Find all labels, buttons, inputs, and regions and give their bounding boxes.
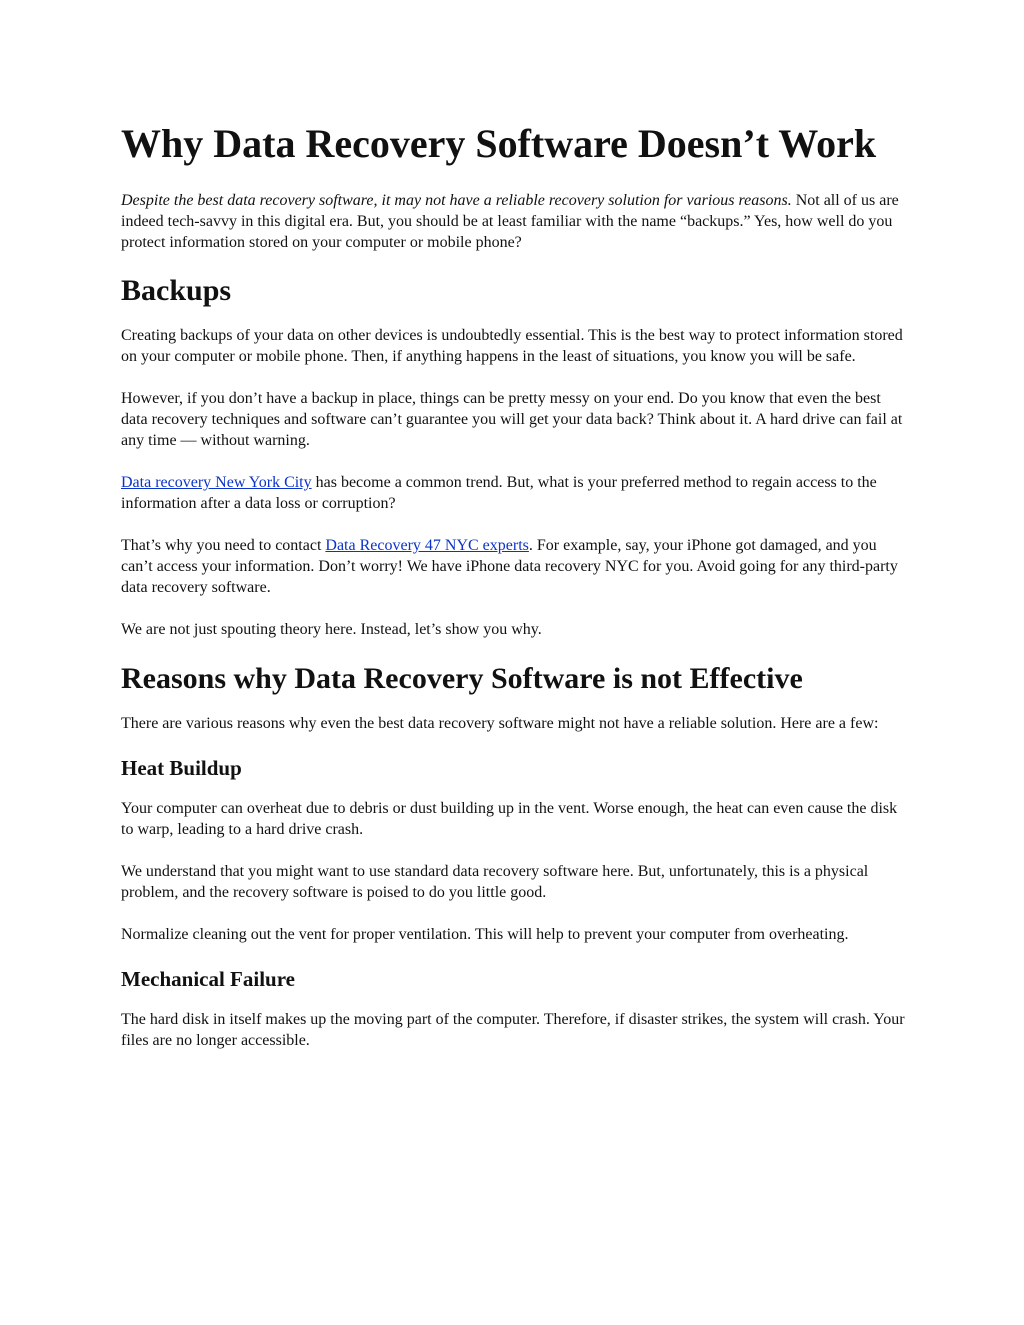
heat-paragraph-3: Normalize cleaning out the vent for proper ventilation. This will help to prevent your computer from overheating. bbox=[121, 926, 849, 943]
document-page bbox=[121, 120, 911, 1072]
backups-paragraph-3-text: has become a common trend. But, what is your preferred method to regain access to the information after a data loss or corruption? bbox=[121, 474, 877, 512]
heat-paragraph-1: Your computer can overheat due to debris or dust building up in the vent. Worse enough, the heat can even cause the disk to warp, leading to a hard drive crash. bbox=[121, 800, 898, 838]
intro-paragraph bbox=[121, 190, 911, 253]
intro-italic-lead: Despite the best data recovery software, it may not have a reliable recovery solution for various reasons. bbox=[121, 192, 792, 209]
intro-text: Not all of us are indeed tech-savvy in this digital era. But, you should be at least familiar with the name “backups.” Yes, how well do you protect information stored on your computer or mobile phone? bbox=[121, 192, 899, 251]
backups-paragraph-5: We are not just spouting theory here. Instead, let’s show you why. bbox=[121, 621, 542, 638]
data-recovery-47-nyc-experts-link[interactable]: Data Recovery 47 NYC experts bbox=[325, 537, 529, 554]
subheading-heat-buildup: Heat Buildup bbox=[121, 756, 242, 780]
subheading-mechanical-failure: Mechanical Failure bbox=[121, 967, 295, 991]
section-heading-reasons: Reasons why Data Recovery Software is not Effective bbox=[121, 662, 803, 695]
backups-paragraph-4 bbox=[121, 535, 911, 598]
backups-paragraph-2: However, if you don’t have a backup in place, things can be pretty messy on your end. Do you know that even the best data recovery techniques and software can’t guarantee you will get your data back? Think about it. A hard drive can fail at any time — without warning. bbox=[121, 390, 903, 449]
page-title: Why Data Recovery Software Doesn’t Work bbox=[121, 121, 877, 166]
data-recovery-nyc-link[interactable]: Data recovery New York City bbox=[121, 474, 312, 491]
section-heading-backups: Backups bbox=[121, 274, 232, 307]
backups-paragraph-4-text: . For example, say, your iPhone got damaged, and you can’t access your information. Don’t worry! We have iPhone data recovery NYC for you. Avoid going for any third-party data recovery software. bbox=[121, 537, 898, 596]
backups-paragraph-3 bbox=[121, 472, 911, 514]
backups-paragraph-1: Creating backups of your data on other devices is undoubtedly essential. This is the best way to protect information stored on your computer or mobile phone. Then, if anything happens in the least of situations, you know you will be safe. bbox=[121, 327, 903, 365]
reasons-paragraph-1: There are various reasons why even the best data recovery software might not have a reliable solution. Here are a few: bbox=[121, 715, 879, 732]
backups-paragraph-4-lead: That’s why you need to contact bbox=[121, 537, 326, 554]
mechanical-paragraph-1: The hard disk in itself makes up the moving part of the computer. Therefore, if disaster strikes, the system will crash. Your files are no longer accessible. bbox=[121, 1011, 905, 1049]
heat-paragraph-2: We understand that you might want to use standard data recovery software here. But, unfortunately, this is a physical problem, and the recovery software is poised to do you little good. bbox=[121, 863, 869, 901]
